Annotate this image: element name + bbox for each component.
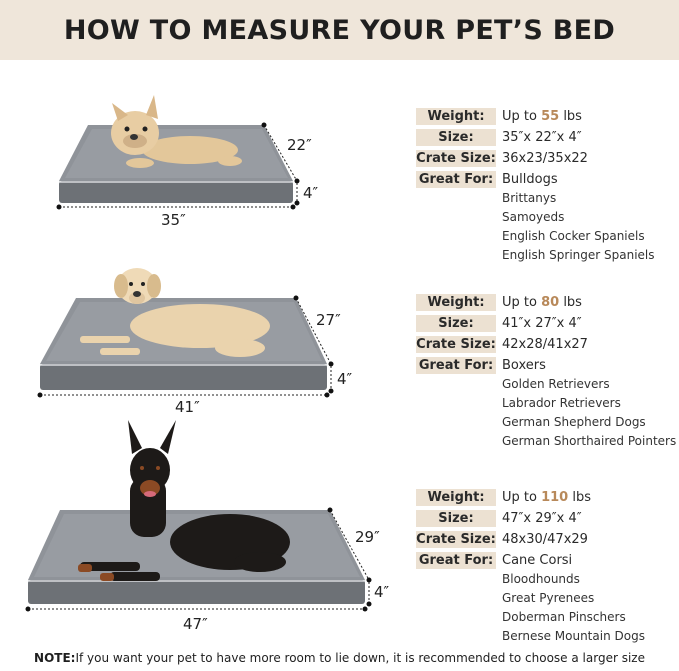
breed-item: Cane Corsi <box>502 552 573 568</box>
breed-item: Doberman Pinschers <box>502 610 626 624</box>
crate-size-label: Crate Size: <box>416 336 496 352</box>
depth-dimension: 22″ <box>287 136 312 154</box>
breed-item: German Shepherd Dogs <box>502 415 646 429</box>
crate-size-label: Crate Size: <box>416 531 496 547</box>
breed-item: English Cocker Spaniels <box>502 229 645 243</box>
weight-value: Up to 80 lbs <box>502 294 582 310</box>
depth-dimension: 29″ <box>355 528 380 546</box>
bed-side <box>40 364 327 390</box>
weight-label: Weight: <box>416 294 496 311</box>
height-dimension: 4″ <box>303 184 319 202</box>
weight-value: Up to 110 lbs <box>502 489 592 505</box>
height-dimension: 4″ <box>337 370 353 388</box>
breed-item: German Shorthaired Pointers <box>502 434 677 448</box>
bed-side <box>59 181 293 203</box>
weight-value: Up to 55 lbs <box>502 108 582 124</box>
breed-item: Brittanys <box>502 191 557 205</box>
footer-note <box>0 651 679 665</box>
note-text: If you want your pet to have more room to lie down, it is recommended to choose a larger size <box>75 651 645 665</box>
width-dimension: 41″ <box>175 398 200 416</box>
bed-section-small <box>0 85 679 265</box>
weight-label: Weight: <box>416 489 496 506</box>
depth-dimension: 27″ <box>316 311 341 329</box>
great-for-label: Great For: <box>416 171 496 188</box>
crate-size-value: 42x28/41x27 <box>502 336 588 352</box>
title-banner <box>0 0 679 60</box>
spec-table <box>416 106 655 265</box>
crate-size-label: Crate Size: <box>416 150 496 166</box>
width-dimension: 35″ <box>161 211 186 229</box>
bed-side <box>28 580 365 604</box>
note-label: NOTE: <box>34 651 76 665</box>
weight-label: Weight: <box>416 108 496 125</box>
breed-item: Golden Retrievers <box>502 377 610 391</box>
page-title: HOW TO MEASURE YOUR PET’S BED <box>63 14 616 46</box>
size-value: 35″x 22″x 4″ <box>502 129 582 145</box>
crate-size-value: 48x30/47x29 <box>502 531 588 547</box>
width-dimension: 47″ <box>183 615 208 633</box>
breed-item: Labrador Retrievers <box>502 396 621 410</box>
breed-item: Bloodhounds <box>502 572 580 586</box>
height-dimension: 4″ <box>374 583 390 601</box>
breed-item: Samoyeds <box>502 210 565 224</box>
size-label: Size: <box>416 510 496 527</box>
spec-table <box>416 487 645 646</box>
breed-item: Boxers <box>502 357 546 373</box>
bed-section-large <box>0 412 679 647</box>
size-value: 47″x 29″x 4″ <box>502 510 582 526</box>
breed-item: English Springer Spaniels <box>502 248 655 262</box>
size-value: 41″x 27″x 4″ <box>502 315 582 331</box>
size-label: Size: <box>416 315 496 332</box>
crate-size-value: 36x23/35x22 <box>502 150 588 166</box>
great-for-label: Great For: <box>416 552 496 569</box>
size-label: Size: <box>416 129 496 146</box>
breed-item: Great Pyrenees <box>502 591 595 605</box>
breed-item: Bulldogs <box>502 171 558 187</box>
great-for-label: Great For: <box>416 357 496 374</box>
breed-item: Bernese Mountain Dogs <box>502 629 645 643</box>
